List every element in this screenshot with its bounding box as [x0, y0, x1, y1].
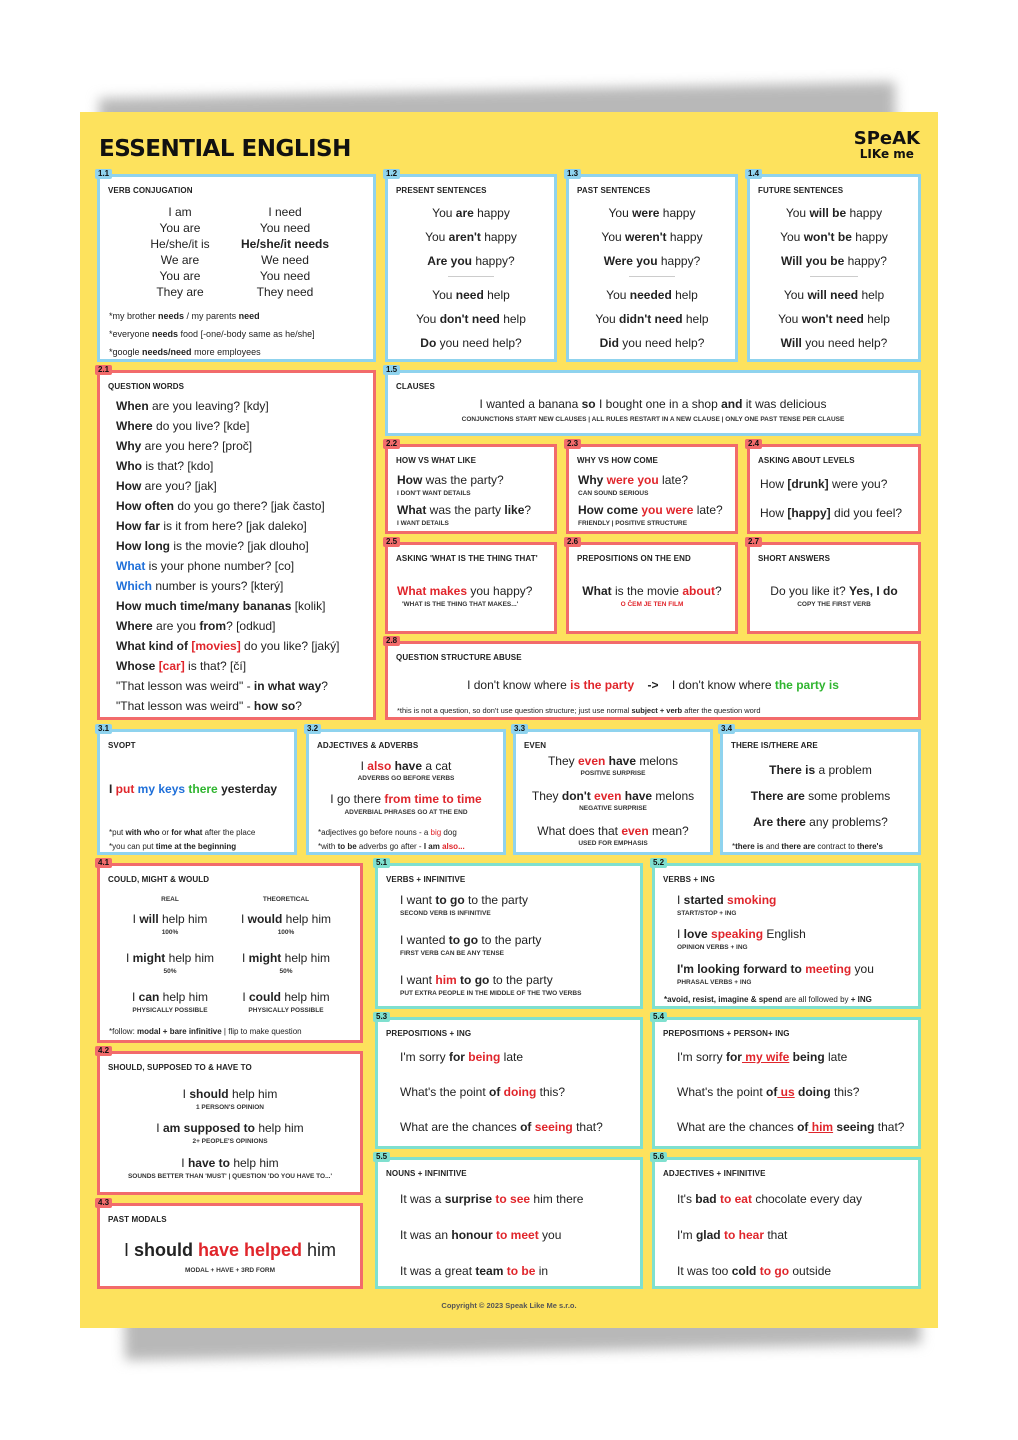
present-line-1: You are happy	[432, 206, 510, 220]
section-heading: VERBS + INFINITIVE	[386, 875, 466, 884]
section-present-sentences	[385, 169, 557, 362]
qw-which: Which number is yours? [který]	[116, 579, 284, 593]
conj-left-6: They are	[156, 285, 204, 299]
adverb-note-3: *adjectives go before nouns - a big dog	[318, 828, 457, 837]
qw-when: When are you leaving? [kdy]	[116, 399, 269, 413]
section-number: 3.2	[304, 724, 321, 734]
verb-ing-note-3: PHRASAL VERBS + ING	[677, 979, 752, 986]
section-number: 5.4	[650, 1012, 667, 1022]
past-line-6: Did you need help?	[599, 336, 705, 350]
adj-inf-line-1: It's bad to eat chocolate every day	[677, 1192, 863, 1206]
section-heading: HOW VS WHAT LIKE	[396, 456, 477, 465]
conj-left-4: We are	[160, 253, 200, 267]
clauses-sentence: I wanted a banana so I bought one in a shop and it was delicious	[479, 397, 827, 411]
even-note-3: USED FOR EMPHASIS	[578, 840, 648, 847]
even-line-3: What does that even mean?	[537, 824, 689, 838]
section-number: 2.5	[383, 537, 400, 547]
section-number: 2.8	[383, 636, 400, 646]
why-note: CAN SOUND SERIOUS	[578, 490, 649, 497]
section-past-sentences	[566, 169, 738, 362]
conj-note-1: *my brother needs / my parents need	[109, 311, 260, 321]
how-note: I DON'T WANT DETAILS	[397, 490, 471, 497]
section-heading: THERE IS/THERE ARE	[731, 741, 818, 750]
qw-how: How are you? [jak]	[116, 479, 217, 493]
modal-note: *follow: modal + bare infinitive | flip to make question	[109, 1027, 302, 1036]
verb-inf-line-3: I want him to go to the party	[400, 973, 553, 987]
even-line-2: They don't even have melons	[531, 789, 695, 803]
section-question-words	[97, 365, 376, 720]
clauses-note: CONJUNCTIONS START NEW CLAUSES | ALL RULES RESTART IN A NEW CLAUSE | ONLY ONE PAST TENSE PER CLAUSE	[461, 416, 845, 423]
section-prepositions-on-the-end	[566, 537, 738, 634]
even-line-1: They even have melons	[547, 754, 679, 768]
section-number: 2.2	[383, 439, 400, 449]
theoretical-line-2: I might help him	[241, 951, 331, 965]
real-heading: REAL	[161, 896, 179, 903]
section-heading: ASKING 'WHAT IS THE THING THAT'	[396, 554, 538, 563]
section-future-sentences	[747, 169, 921, 362]
past-line-1: You were happy	[608, 206, 696, 220]
verb-ing-line-2: I love speaking English	[677, 927, 806, 941]
section-heading: ADJECTIVES & ADVERBS	[317, 741, 419, 750]
makes-line: What makes you happy?	[397, 584, 533, 598]
past-line-5: You didn't need help	[595, 312, 709, 326]
adverb-note-2: ADVERBIAL PHRASES GO AT THE END	[344, 809, 468, 816]
levels-line-1: How [drunk] were you?	[760, 477, 888, 491]
section-heading: CLAUSES	[396, 382, 435, 391]
qw-how-far: How far is it from here? [jak daleko]	[116, 519, 307, 533]
section-why-vs-how-come	[566, 439, 738, 534]
section-heading: ADJECTIVES + INFINITIVE	[663, 1169, 766, 1178]
svopt-note-1: *put with who or for what after the place	[109, 828, 256, 837]
prep-person-line-1: I'm sorry for my wife being late	[677, 1050, 848, 1064]
section-number: 4.3	[95, 1198, 112, 1208]
section-clauses	[385, 365, 921, 436]
real-note-1: 100%	[161, 929, 179, 936]
adverb-note-1: ADVERBS GO BEFORE VERBS	[357, 775, 455, 782]
qw-where-from: Where are you from? [odkud]	[116, 619, 276, 633]
how-come-line: How come you were late?	[578, 503, 723, 517]
future-line-1: You will be happy	[785, 206, 883, 220]
page-title: ESSENTIAL ENGLISH	[99, 136, 351, 162]
section-asking-about-levels	[747, 439, 921, 534]
adj-inf-line-2: I'm glad to hear that	[677, 1228, 788, 1242]
conj-note-2: *everyone needs food [-one/-body same as he/she]	[109, 329, 315, 339]
section-heading: FUTURE SENTENCES	[758, 186, 844, 195]
section-heading: PREPOSITIONS + PERSON+ ING	[663, 1029, 790, 1038]
qw-who: Who is that? [kdo]	[116, 459, 214, 473]
section-there-is-there-are	[720, 724, 921, 855]
should-note: 1 PERSON'S OPINION	[195, 1104, 264, 1111]
future-line-5: You won't need help	[778, 312, 890, 326]
section-number: 3.3	[511, 724, 528, 734]
verb-ing-note-4: *avoid, resist, imagine & spend are all followed by + ING	[664, 995, 872, 1004]
abuse-line: I don't know where is the party -> I don't know where the party is	[467, 678, 839, 692]
verb-ing-line-1: I started smoking	[677, 893, 777, 907]
how-line: How was the party?	[397, 473, 504, 487]
section-short-answers	[747, 537, 921, 634]
section-number: 5.2	[650, 858, 667, 868]
levels-line-2: How [happy] did you feel?	[760, 506, 903, 520]
section-number: 2.3	[564, 439, 581, 449]
qw-what-kind: What kind of [movies] do you like? [jaký]	[116, 639, 340, 653]
future-line-4: You will need help	[783, 288, 885, 302]
qw-what: What is your phone number? [co]	[116, 559, 295, 573]
theoretical-note-1: 100%	[277, 929, 295, 936]
section-number: 5.1	[373, 858, 390, 868]
conj-left-1: I am	[168, 205, 192, 219]
verb-ing-line-3: I'm looking forward to meeting you	[677, 962, 874, 976]
logo-line-1: SPeAK	[853, 128, 920, 149]
should-line: I should help him	[182, 1087, 278, 1101]
section-heading: COULD, MIGHT & WOULD	[108, 875, 210, 884]
section-number: 4.2	[95, 1046, 112, 1056]
verb-inf-line-2: I wanted to go to the party	[400, 933, 542, 947]
there-note: *there is and there are contract to there's	[732, 842, 883, 851]
prep-person-line-2: What's the point of us doing this?	[677, 1085, 860, 1099]
section-heading: PAST MODALS	[108, 1215, 167, 1224]
divider	[810, 276, 858, 277]
noun-inf-line-1: It was a surprise to see him there	[400, 1192, 584, 1206]
conj-left-5: You are	[159, 269, 201, 283]
section-verbs-ing	[652, 858, 921, 1009]
section-heading: PREPOSITIONS + ING	[386, 1029, 472, 1038]
conj-note-3: *google needs/need more employees	[109, 347, 261, 357]
qw-how-often: How often do you go there? [jak často]	[116, 499, 325, 513]
conj-right-5: You need	[259, 269, 311, 283]
svopt-note-2: *you can put time at the beginning	[109, 842, 237, 851]
section-number: 5.5	[373, 1152, 390, 1162]
present-line-3: Are you happy?	[427, 254, 515, 268]
verb-inf-note-2: FIRST VERB CAN BE ANY TENSE	[400, 950, 505, 957]
qw-why: Why are you here? [proč]	[116, 439, 253, 453]
conj-right-4: We need	[261, 253, 309, 267]
noun-inf-line-2: It was an honour to meet you	[400, 1228, 562, 1242]
supposed-note: 2+ PEOPLE'S OPINIONS	[192, 1138, 268, 1145]
section-heading: ASKING ABOUT LEVELS	[758, 456, 855, 465]
what-like-line: What was the party like?	[397, 503, 532, 517]
section-number: 2.4	[745, 439, 762, 449]
present-line-4: You need help	[432, 288, 510, 302]
qw-whose: Whose [car] is that? [čí]	[116, 659, 247, 673]
even-note-1: POSITIVE SURPRISE	[580, 770, 646, 777]
section-adjectives-adverbs	[306, 724, 506, 855]
adj-inf-line-3: It was too cold to go outside	[677, 1264, 832, 1278]
section-question-structure-abuse	[385, 636, 921, 720]
about-line: What is the movie about?	[582, 584, 722, 598]
verb-ing-note-2: OPINION VERBS + ING	[677, 944, 748, 951]
section-heading: VERB CONJUGATION	[108, 186, 193, 195]
short-answer-note: COPY THE FIRST VERB	[797, 601, 871, 608]
future-line-3: Will you be happy?	[781, 254, 887, 268]
section-heading: PREPOSITIONS ON THE END	[577, 554, 691, 563]
section-number: 1.2	[383, 169, 400, 179]
section-number: 1.5	[383, 365, 400, 375]
section-number: 3.4	[718, 724, 735, 734]
section-heading: WHY VS HOW COME	[577, 456, 658, 465]
theoretical-note-2: 50%	[279, 968, 293, 975]
section-number: 1.3	[564, 169, 581, 179]
copyright-text: Copyright © 2023 Speak Like Me s.r.o.	[441, 1301, 577, 1310]
section-heading: SHOULD, SUPPOSED TO & HAVE TO	[108, 1063, 252, 1072]
past-line-3: Were you happy?	[603, 254, 701, 268]
real-line-2: I might help him	[125, 951, 215, 965]
section-how-vs-what-like	[385, 439, 557, 534]
makes-note: 'WHAT IS THE THING THAT MAKES...'	[402, 601, 519, 608]
section-adjectives-infinitive	[652, 1152, 921, 1289]
qw-how-much: How much time/many bananas [kolik]	[116, 599, 326, 613]
prep-ing-line-3: What are the chances of seeing that?	[400, 1120, 603, 1134]
section-number: 5.3	[373, 1012, 390, 1022]
brand-logo	[854, 130, 920, 160]
real-note-2: 50%	[163, 968, 177, 975]
future-line-6: Will you need help?	[780, 336, 888, 350]
present-line-5: You don't need help	[416, 312, 526, 326]
divider	[448, 276, 494, 277]
theoretical-note-3: PHYSICALLY POSSIBLE	[248, 1007, 324, 1014]
past-line-2: You weren't happy	[601, 230, 703, 244]
qw-how-long: How long is the movie? [jak dlouho]	[116, 539, 309, 553]
real-note-3: PHYSICALLY POSSIBLE	[132, 1007, 208, 1014]
section-even	[513, 724, 713, 855]
section-number: 4.1	[95, 858, 112, 868]
conj-left-2: You are	[159, 221, 201, 235]
svopt-sentence: I put my keys there yesterday	[109, 782, 278, 796]
poster	[80, 112, 938, 1328]
divider	[629, 276, 675, 277]
section-number: 3.1	[95, 724, 112, 734]
qw-in-what-way: "That lesson was weird" - in what way?	[116, 679, 328, 693]
section-prepositions-ing	[375, 1012, 643, 1149]
section-heading: SHORT ANSWERS	[758, 554, 831, 563]
even-note-2: NEGATIVE SURPRISE	[579, 805, 647, 812]
section-verbs-infinitive	[375, 858, 643, 1009]
section-heading: PRESENT SENTENCES	[396, 186, 487, 195]
conj-right-2: You need	[259, 221, 311, 235]
adverb-note-4: *with to be adverbs go after - I am also...	[318, 842, 465, 851]
short-answer-line: Do you like it? Yes, I do	[770, 584, 898, 598]
section-should-supposed-have-to	[97, 1046, 363, 1195]
conj-right-1: I need	[268, 205, 302, 219]
section-what-is-the-thing-that	[385, 537, 557, 634]
present-line-6: Do you need help?	[420, 336, 522, 350]
noun-inf-line-3: It was a great team to be in	[400, 1264, 549, 1278]
section-heading: PAST SENTENCES	[577, 186, 651, 195]
logo-line-2: LIKe me	[859, 147, 914, 161]
adverb-line-2: I go there from time to time	[330, 792, 482, 806]
section-could-might-would	[97, 858, 363, 1043]
section-nouns-infinitive	[375, 1152, 643, 1289]
verb-inf-line-1: I want to go to the party	[400, 893, 529, 907]
past-modal-line: I should have helped him	[123, 1240, 337, 1260]
section-verb-conjugation	[97, 169, 376, 362]
section-past-modals	[97, 1198, 363, 1289]
section-number: 2.6	[564, 537, 581, 547]
theoretical-line-3: I could help him	[242, 990, 330, 1004]
section-number: 5.6	[650, 1152, 667, 1162]
verb-ing-note-1: START/STOP + ING	[677, 910, 737, 917]
section-heading: VERBS + ING	[663, 875, 716, 884]
qw-how-so: "That lesson was weird" - how so?	[116, 699, 302, 713]
section-number: 2.1	[95, 365, 112, 375]
conj-right-3: He/she/it needs	[240, 237, 330, 251]
verb-inf-note-1: SECOND VERB IS INFINITIVE	[400, 910, 491, 917]
past-modal-note: MODAL + HAVE + 3RD FORM	[184, 1267, 276, 1274]
past-line-4: You needed help	[606, 288, 698, 302]
have-to-line: I have to help him	[181, 1156, 279, 1170]
section-heading: SVOPT	[108, 741, 136, 750]
real-line-1: I will help him	[132, 912, 208, 926]
there-line-2: There are some problems	[750, 789, 891, 803]
qw-where: Where do you live? [kde]	[116, 419, 250, 433]
supposed-line: I am supposed to help him	[156, 1121, 304, 1135]
what-like-note: I WANT DETAILS	[397, 520, 449, 527]
there-line-1: There is a problem	[769, 763, 872, 777]
section-number: 1.1	[95, 169, 112, 179]
section-svopt	[97, 724, 297, 855]
why-line: Why were you late?	[578, 473, 689, 487]
section-heading: QUESTION STRUCTURE ABUSE	[396, 653, 522, 662]
there-line-3: Are there any problems?	[753, 815, 888, 829]
present-line-2: You aren't happy	[425, 230, 517, 244]
theoretical-line-1: I would help him	[240, 912, 332, 926]
conj-left-3: He/she/it is	[150, 237, 210, 251]
prep-ing-line-1: I'm sorry for being late	[400, 1050, 523, 1064]
adverb-line-1: I also have a cat	[360, 759, 452, 773]
section-prepositions-person-ing	[652, 1012, 921, 1149]
verb-inf-note-3: PUT EXTRA PEOPLE IN THE MIDDLE OF THE TWO VERBS	[400, 990, 582, 997]
section-heading: QUESTION WORDS	[108, 382, 185, 391]
prep-person-line-3: What are the chances of him seeing that?	[677, 1120, 905, 1134]
about-note: O ČEM JE TEN FILM	[620, 601, 684, 608]
section-heading: NOUNS + INFINITIVE	[386, 1169, 467, 1178]
theoretical-heading: THEORETICAL	[262, 896, 310, 903]
conj-right-6: They need	[256, 285, 314, 299]
abuse-note: *this is not a question, so don't use question structure; just use normal subject + verb after the question word	[397, 706, 761, 715]
prep-ing-line-2: What's the point of doing this?	[400, 1085, 566, 1099]
how-come-note: FRIENDLY | POSITIVE STRUCTURE	[578, 520, 688, 527]
have-to-note: SOUNDS BETTER THAN 'MUST' | QUESTION 'DO YOU HAVE TO...'	[127, 1173, 333, 1180]
future-line-2: You won't be happy	[780, 230, 888, 244]
section-number: 1.4	[745, 169, 762, 179]
section-heading: EVEN	[524, 741, 547, 750]
real-line-3: I can help him	[131, 990, 209, 1004]
section-number: 2.7	[745, 537, 762, 547]
